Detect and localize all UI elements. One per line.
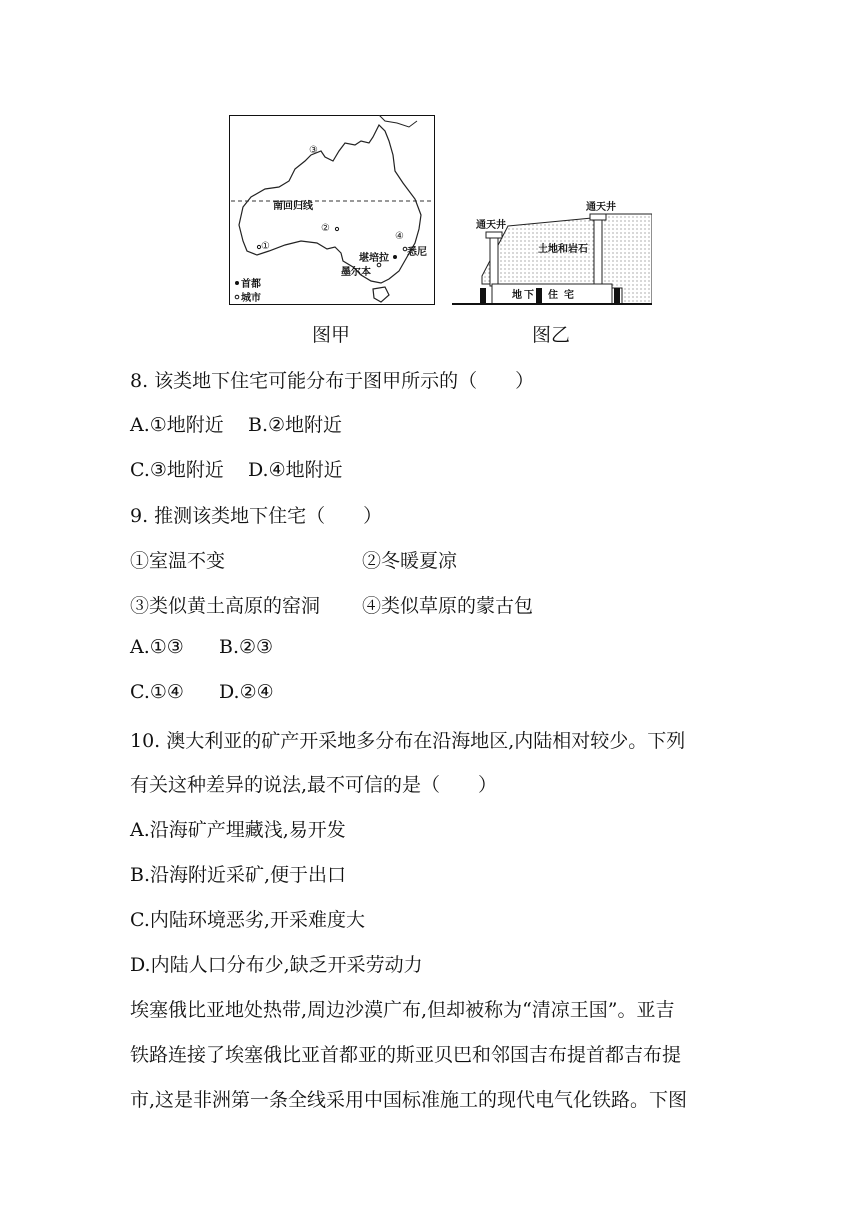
q9-statement-2: ②冬暖夏凉 xyxy=(362,550,458,572)
underground-house-diagram xyxy=(452,196,652,308)
skylight-left-label: 通天井 xyxy=(476,220,506,231)
map-caption: 图甲 xyxy=(312,324,351,346)
house-label-2: 下 xyxy=(524,290,534,301)
q9-option-a: A.①③ xyxy=(130,636,184,658)
question-9-statements-2 xyxy=(130,591,534,618)
tropic-label: 南回归线 xyxy=(273,201,313,212)
question-8-row-2 xyxy=(130,455,343,482)
q10-option-a: A.沿海矿产埋藏浅,易开发 xyxy=(130,819,346,841)
city-canberra: 堪培拉 xyxy=(359,253,389,264)
question-9-statements-1 xyxy=(130,546,458,573)
section-caption: 图乙 xyxy=(532,324,571,346)
question-8-stem: 8. 该类地下住宅可能分布于图甲所示的（ ） xyxy=(130,370,535,392)
question-10-stem-line-1: 10. 澳大利亚的矿产开采地多分布在沿海地区,内陆相对较少。下列 xyxy=(130,730,686,752)
passage-line-3: 市,这是非洲第一条全线采用中国标准施工的现代电气化铁路。下图 xyxy=(130,1089,688,1111)
australia-map xyxy=(229,115,435,305)
q10-option-d: D.内陆人口分布少,缺乏开采劳动力 xyxy=(130,954,423,976)
capital-canberra-icon xyxy=(393,255,397,259)
q9-statement-4: ④类似草原的蒙古包 xyxy=(362,595,534,617)
marker-4: ④ xyxy=(395,231,404,242)
house-label-3: 住 xyxy=(548,290,558,301)
q9-option-c: C.①④ xyxy=(130,681,184,703)
q8-option-b: B.②地附近 xyxy=(248,414,343,436)
q9-option-d: D.②④ xyxy=(219,681,274,703)
house-label-4: 宅 xyxy=(564,290,574,301)
q9-statement-3: ③类似黄土高原的窑洞 xyxy=(130,595,321,617)
question-9-row-1 xyxy=(130,636,274,658)
q8-option-c: C.③地附近 xyxy=(130,459,224,481)
marker-1: ① xyxy=(261,241,270,252)
legend-city: 城市 xyxy=(241,293,261,304)
q8-option-d: D.④地附近 xyxy=(248,459,343,481)
legend-capital: 首都 xyxy=(241,279,261,290)
question-9-stem: 9. 推测该类地下住宅（ ） xyxy=(130,505,383,527)
passage-line-1: 埃塞俄比亚地处热带,周边沙漠广布,但却被称为“清凉王国”。亚吉 xyxy=(130,999,675,1021)
skylight-right-label: 通天井 xyxy=(586,202,616,213)
q8-option-a: A.①地附近 xyxy=(130,414,224,436)
question-10-stem-line-2: 有关这种差异的说法,最不可信的是（ ） xyxy=(130,774,498,796)
city-sydney: 悉尼 xyxy=(407,247,427,258)
q9-option-b: B.②③ xyxy=(219,636,274,658)
marker-3: ③ xyxy=(309,145,318,156)
q10-option-b: B.沿海附近采矿,便于出口 xyxy=(130,864,347,886)
passage-line-2: 铁路连接了埃塞俄比亚首都亚的斯亚贝巴和邻国吉布提首都吉布提 xyxy=(130,1044,682,1066)
question-8-row-1 xyxy=(130,410,343,437)
q9-statement-1: ①室温不变 xyxy=(130,550,226,572)
city-melbourne: 墨尔本 xyxy=(341,267,371,278)
question-9-row-2 xyxy=(130,681,274,703)
house-label-1: 地 xyxy=(512,290,522,301)
rock-label: 土地和岩石 xyxy=(538,244,588,255)
q10-option-c: C.内陆环境恶劣,开采难度大 xyxy=(130,909,365,931)
marker-2: ② xyxy=(321,223,330,234)
